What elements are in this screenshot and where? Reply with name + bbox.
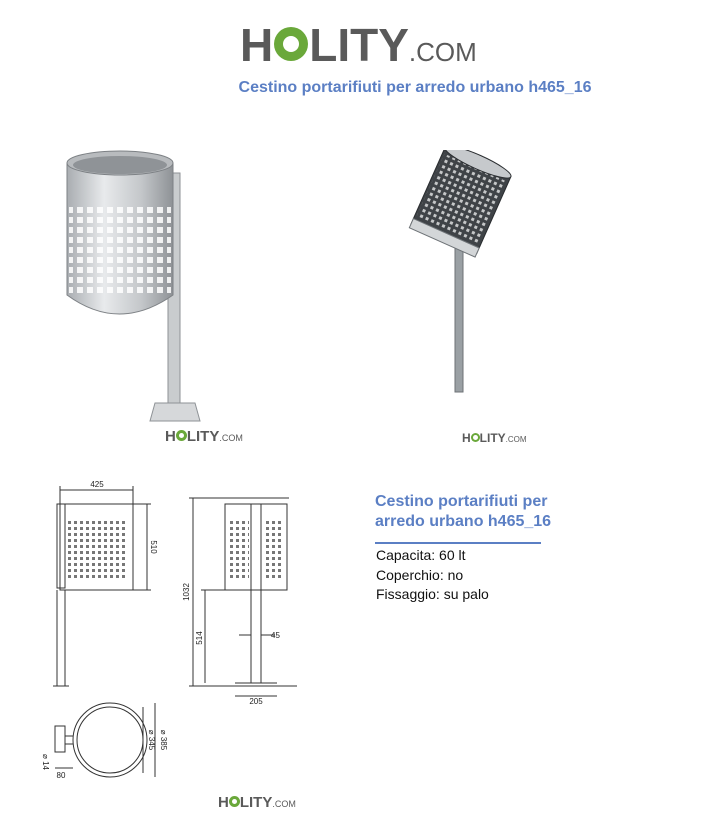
logo-o-icon — [471, 433, 480, 442]
logo-tld: .COM — [408, 37, 477, 67]
logo-tld: .COM — [219, 433, 243, 443]
spec-mounting: Fissaggio: su palo — [376, 586, 489, 602]
spec-capacity: Capacita: 60 lt — [376, 547, 466, 563]
dim-pole-width: 45 — [271, 631, 280, 640]
logo-tld: .COM — [272, 799, 296, 809]
dim-front-width: 425 — [90, 480, 104, 489]
product-info-title: Cestino portarifiuti per arredo urbano h465_16 — [375, 493, 552, 530]
photo-logo-2 — [462, 431, 527, 445]
photo-logo-1 — [165, 428, 243, 445]
drawing-logo — [218, 794, 296, 811]
dim-front-height: 510 — [149, 540, 158, 554]
logo-text-h: H — [165, 428, 176, 445]
spec-lid: Coperchio: no — [376, 567, 464, 583]
logo-o-icon — [176, 430, 187, 441]
site-logo[interactable] — [240, 18, 477, 72]
logo-o-icon — [229, 796, 240, 807]
logo-text-lity: LITY — [186, 428, 220, 445]
technical-drawing — [25, 478, 310, 783]
logo-text-h: H — [218, 794, 229, 811]
logo-text-lity: LITY — [309, 19, 409, 71]
divider — [375, 542, 541, 544]
logo-text-h: H — [240, 19, 274, 71]
logo-text-lity: LITY — [239, 794, 273, 811]
dim-inner-diameter: ⌀ 345 — [147, 729, 156, 751]
logo-text-h: H — [462, 431, 471, 445]
dim-outer-diameter: ⌀ 385 — [159, 729, 168, 751]
dim-hole: ⌀ 14 — [41, 754, 50, 770]
product-photo-tilted — [405, 150, 515, 400]
dim-offset: 80 — [56, 771, 66, 780]
dim-total-height: 1032 — [182, 583, 191, 601]
logo-o-icon — [274, 27, 308, 61]
product-photo-front — [55, 145, 205, 425]
dim-base-width: 205 — [249, 697, 263, 706]
logo-text-lity: LITY — [479, 431, 506, 445]
page-title: Cestino portarifiuti per arredo urbano h465_16 — [238, 79, 592, 96]
dim-pole-height: 514 — [195, 631, 204, 645]
logo-tld: .COM — [505, 435, 527, 444]
